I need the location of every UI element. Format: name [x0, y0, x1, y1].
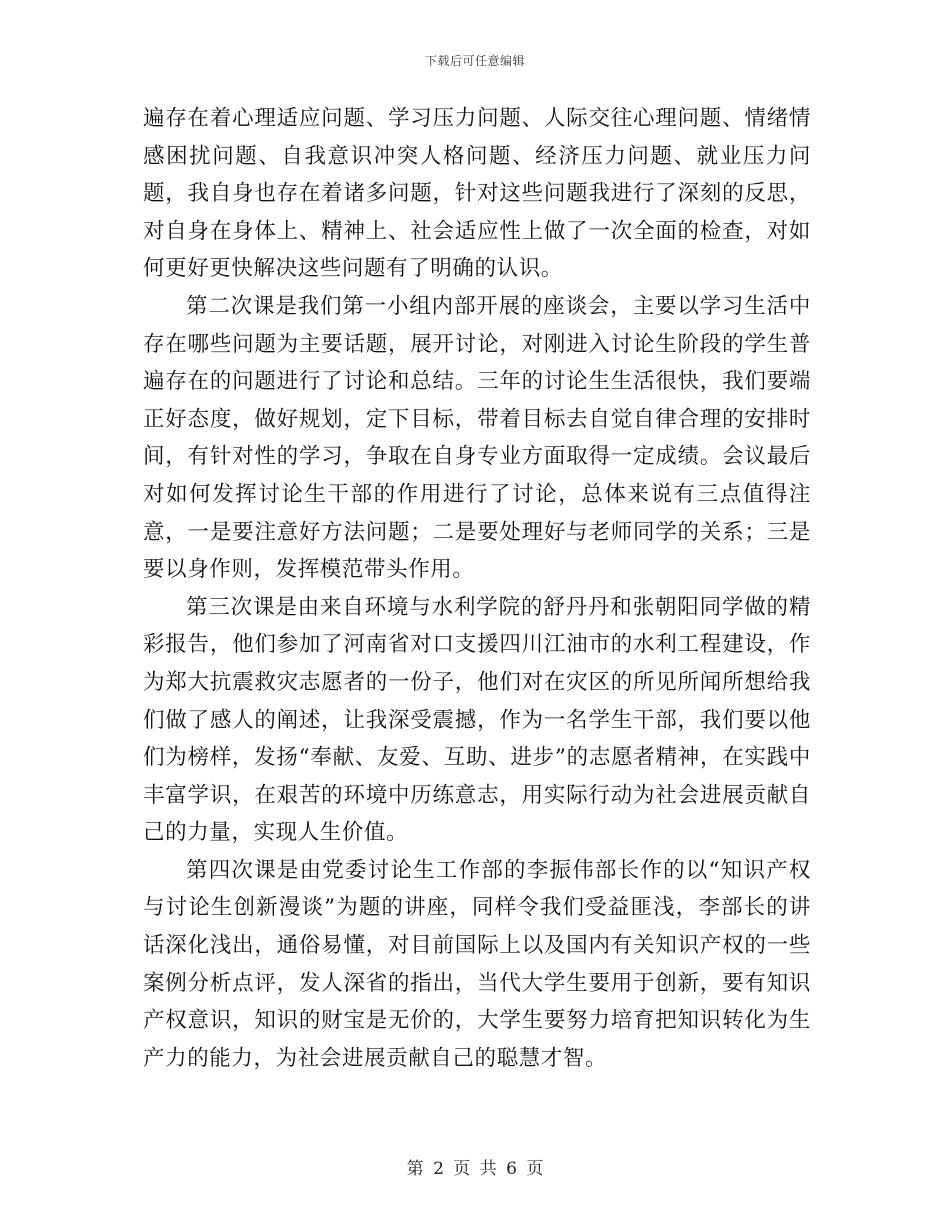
paragraph-4: 第四次课是由党委讨论生工作部的李振伟部长作的以“知识产权与讨论生创新漫谈”为题的讲座，同样令我们受益匪浅，李部长的讲话深化浅出，通俗易懂，对目前国际上以及国内有关知识产权的一些案例分析点评，发人深省的指出，当代大学生要用于创新，要有知识产权意识，知识的财宝是无价的，大学生要努力培育把知识转化为生产力的能力，为社会进展贡献自己的聪慧才智。: [143, 857, 811, 1071]
paragraph-1: 遍存在着心理适应问题、学习压力问题、人际交往心理问题、情绪情感困扰问题、自我意识冲突人格问题、经济压力问题、就业压力问题，我自身也存在着诸多问题，针对这些问题我进行了深刻的反思，对自身在身体上、精神上、社会适应性上做了一次全面的检查，对如何更好更快解决这些问题有了明确的认识。: [143, 106, 811, 282]
page-number-footer: 第 2 页 共 6 页: [406, 1159, 544, 1179]
page-header: 下载后可任意编辑: [424, 54, 525, 68]
paragraph-2: 第二次课是我们第一小组内部开展的座谈会，主要以学习生活中存在哪些问题为主要话题，展开讨论，对刚进入讨论生阶段的学生普遍存在的问题进行了讨论和总结。三年的讨论生生活很快，我们要端正好态度，做好规划，定下目标，带着目标去自觉自律合理的安排时间，有针对性的学习，争取在自身专业方面取得一定成绩。会议最后对如何发挥讨论生干部的作用进行了讨论，总体来说有三点值得注意，一是要注意好方法问题；二是要处理好与老师同学的关系；三是要以身作则，发挥模范带头作用。: [143, 293, 811, 583]
paragraph-3: 第三次课是由来自环境与水利学院的舒丹丹和张朝阳同学做的精彩报告，他们参加了河南省对口支援四川江油市的水利工程建设，作为郑大抗震救灾志愿者的一份子，他们对在灾区的所见所闻所想给我们做了感人的阐述，让我深受震撼，作为一名学生干部，我们要以他们为榜样，发扬“奉献、友爱、互助、进步”的志愿者精神，在实践中丰富学识，在艰苦的环境中历练意志，用实际行动为社会进展贡献自己的力量，实现人生价值。: [143, 594, 811, 846]
document-body: [143, 100, 811, 1077]
